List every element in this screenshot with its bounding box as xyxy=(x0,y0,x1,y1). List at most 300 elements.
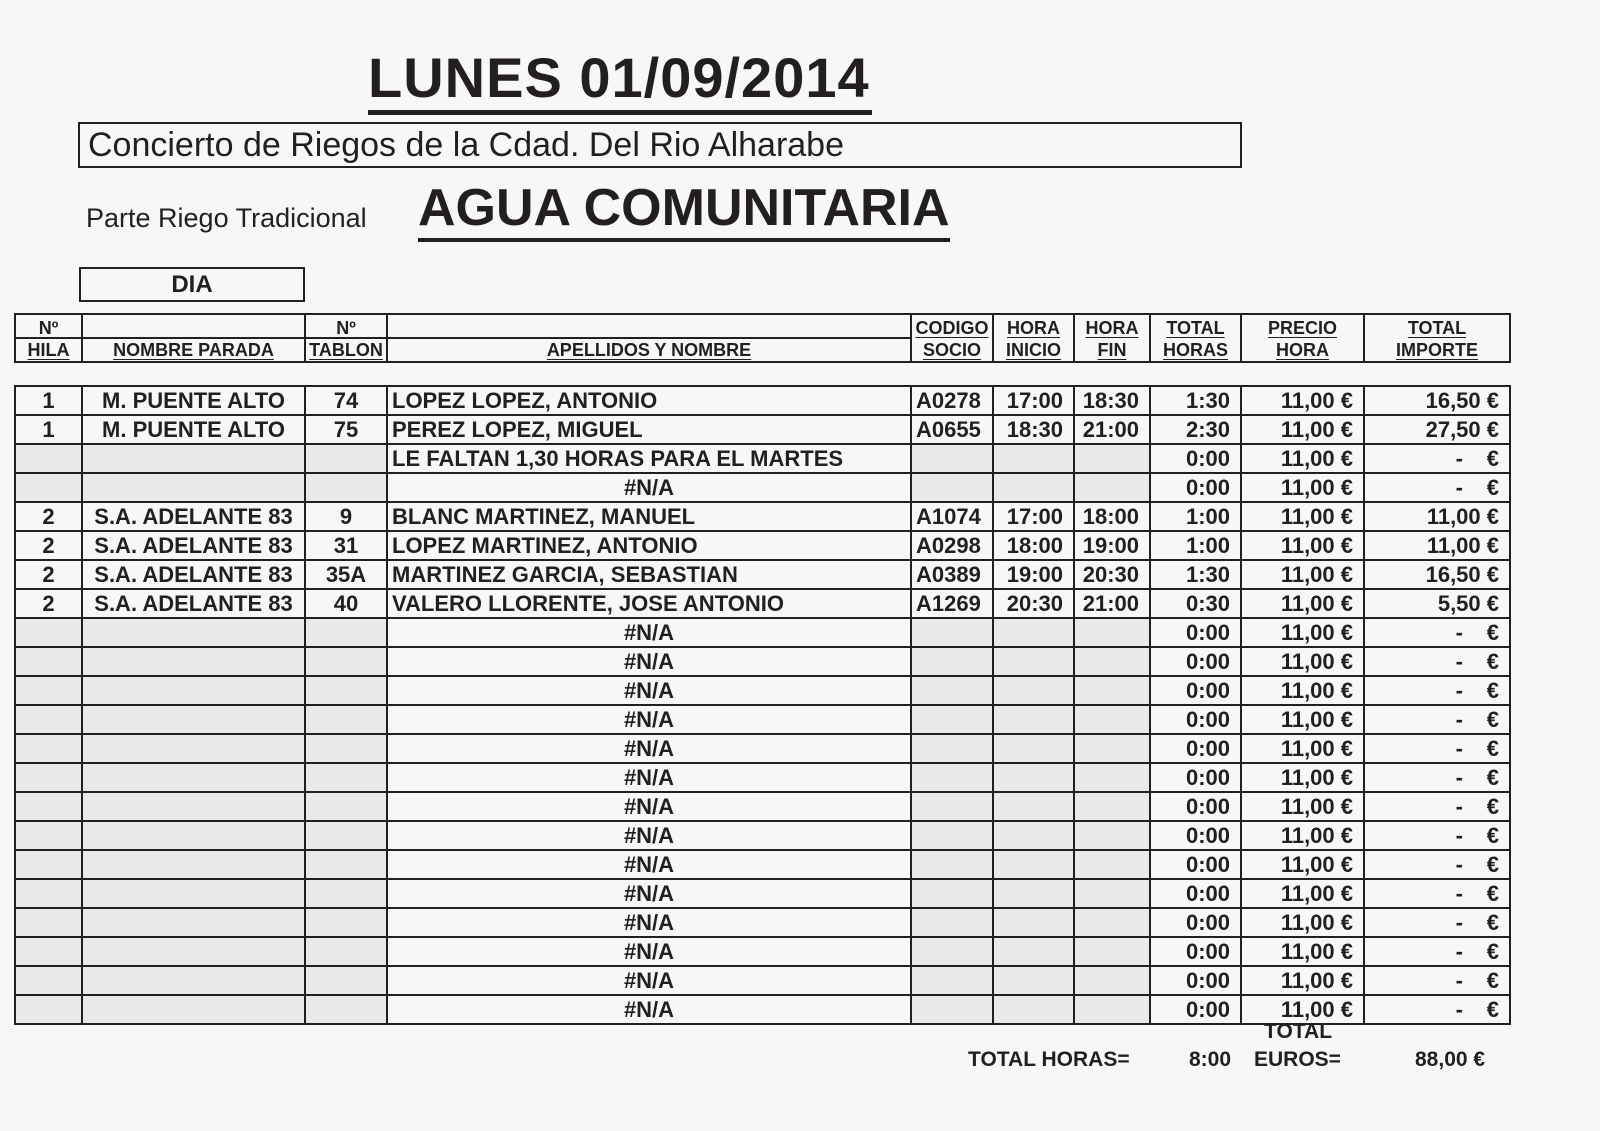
cell-importe-dash: - xyxy=(1455,794,1463,819)
cell-inicio xyxy=(994,851,1075,878)
cell-tablon xyxy=(306,445,388,472)
cell-horas: 0:30 xyxy=(1151,590,1242,617)
cell-parada: S.A. ADELANTE 83 xyxy=(83,561,306,588)
cell-nombre: #N/A xyxy=(388,880,912,907)
cell-nombre: #N/A xyxy=(388,648,912,675)
cell-parada xyxy=(83,851,306,878)
cell-importe-dash: - xyxy=(1455,707,1463,732)
cell-parada: S.A. ADELANTE 83 xyxy=(83,590,306,617)
cell-inicio xyxy=(994,967,1075,994)
cell-horas: 1:00 xyxy=(1151,532,1242,559)
cell-precio: 11,00 € xyxy=(1242,532,1365,559)
table-row xyxy=(16,503,1509,532)
cell-tablon xyxy=(306,474,388,501)
cell-socio xyxy=(912,967,994,994)
cell-parada xyxy=(83,619,306,646)
col-header-inicio-bottom: INICIO xyxy=(1005,340,1061,360)
cell-horas: 1:00 xyxy=(1151,503,1242,530)
cell-fin: 18:30 xyxy=(1075,387,1151,414)
cell-inicio xyxy=(994,909,1075,936)
cell-hila xyxy=(16,445,83,472)
col-header-hila-top: Nº xyxy=(38,318,59,338)
cell-tablon xyxy=(306,851,388,878)
col-header-inicio xyxy=(994,315,1075,361)
cell-fin xyxy=(1075,793,1151,820)
cell-horas: 0:00 xyxy=(1151,996,1242,1023)
cell-hila xyxy=(16,967,83,994)
table-row xyxy=(16,619,1509,648)
cell-nombre: #N/A xyxy=(388,822,912,849)
total-euros-value: 88,00 € xyxy=(1415,1048,1486,1071)
cell-socio xyxy=(912,445,994,472)
euro-sign: € xyxy=(1486,794,1499,819)
cell-hila xyxy=(16,822,83,849)
cell-fin xyxy=(1075,677,1151,704)
cell-importe xyxy=(1365,909,1509,936)
cell-precio: 11,00 € xyxy=(1242,909,1365,936)
cell-parada xyxy=(83,938,306,965)
col-header-parada xyxy=(83,315,306,361)
cell-inicio xyxy=(994,938,1075,965)
cell-precio: 11,00 € xyxy=(1242,735,1365,762)
cell-fin xyxy=(1075,851,1151,878)
euro-sign: € xyxy=(1486,446,1499,471)
cell-tablon xyxy=(306,996,388,1023)
cell-hila xyxy=(16,677,83,704)
cell-tablon xyxy=(306,648,388,675)
col-header-socio-bottom: SOCIO xyxy=(922,340,981,360)
cell-socio xyxy=(912,764,994,791)
cell-fin: 18:00 xyxy=(1075,503,1151,530)
cell-importe xyxy=(1365,677,1509,704)
cell-nombre: LE FALTAN 1,30 HORAS PARA EL MARTES xyxy=(388,445,912,472)
cell-inicio xyxy=(994,648,1075,675)
cell-horas: 0:00 xyxy=(1151,967,1242,994)
cell-parada xyxy=(83,822,306,849)
col-header-precio xyxy=(1242,315,1365,361)
cell-importe: 16,50 € xyxy=(1425,388,1499,413)
cell-precio: 11,00 € xyxy=(1242,938,1365,965)
cell-inicio: 20:30 xyxy=(994,590,1075,617)
cell-importe: 11,00 € xyxy=(1426,533,1499,558)
euro-sign: € xyxy=(1486,678,1499,703)
cell-nombre: LOPEZ LOPEZ, ANTONIO xyxy=(388,387,912,414)
totals-block xyxy=(0,1020,1600,1080)
cell-socio xyxy=(912,677,994,704)
cell-horas: 0:00 xyxy=(1151,909,1242,936)
total-euros-label: EUROS= xyxy=(1254,1048,1341,1071)
cell-socio: A0655 xyxy=(912,416,994,443)
cell-precio: 11,00 € xyxy=(1242,677,1365,704)
cell-socio xyxy=(912,822,994,849)
euro-sign: € xyxy=(1486,823,1499,848)
cell-inicio xyxy=(994,474,1075,501)
cell-socio: A1269 xyxy=(912,590,994,617)
cell-hila: 2 xyxy=(16,532,83,559)
cell-precio: 11,00 € xyxy=(1242,561,1365,588)
cell-tablon xyxy=(306,938,388,965)
cell-nombre: #N/A xyxy=(388,793,912,820)
cell-importe-dash: - xyxy=(1455,649,1463,674)
cell-tablon xyxy=(306,706,388,733)
cell-horas: 0:00 xyxy=(1151,938,1242,965)
cell-inicio xyxy=(994,619,1075,646)
cell-parada xyxy=(83,677,306,704)
cell-hila xyxy=(16,706,83,733)
cell-precio: 11,00 € xyxy=(1242,880,1365,907)
cell-hila xyxy=(16,793,83,820)
cell-hila xyxy=(16,909,83,936)
cell-hila: 2 xyxy=(16,590,83,617)
table-row xyxy=(16,706,1509,735)
cell-tablon: 35A xyxy=(306,561,388,588)
cell-socio xyxy=(912,793,994,820)
cell-horas: 0:00 xyxy=(1151,822,1242,849)
cell-importe: 27,50 € xyxy=(1425,417,1499,442)
cell-fin xyxy=(1075,822,1151,849)
col-header-horas xyxy=(1151,315,1242,361)
cell-horas: 0:00 xyxy=(1151,706,1242,733)
cell-parada xyxy=(83,764,306,791)
cell-inicio: 19:00 xyxy=(994,561,1075,588)
cell-nombre: BLANC MARTINEZ, MANUEL xyxy=(388,503,912,530)
cell-nombre: #N/A xyxy=(388,619,912,646)
col-header-importe xyxy=(1365,315,1509,361)
cell-nombre: VALERO LLORENTE, JOSE ANTONIO xyxy=(388,590,912,617)
table-row xyxy=(16,445,1509,474)
cell-tablon: 75 xyxy=(306,416,388,443)
col-header-hila xyxy=(16,315,83,361)
table-row xyxy=(16,938,1509,967)
cell-nombre: #N/A xyxy=(388,677,912,704)
cell-parada xyxy=(83,648,306,675)
cell-parada xyxy=(83,880,306,907)
cell-precio: 11,00 € xyxy=(1242,996,1365,1023)
table-row xyxy=(16,880,1509,909)
table-row xyxy=(16,677,1509,706)
table-row xyxy=(16,590,1509,619)
cell-nombre: #N/A xyxy=(388,474,912,501)
cell-tablon: 40 xyxy=(306,590,388,617)
cell-fin xyxy=(1075,938,1151,965)
cell-horas: 0:00 xyxy=(1151,851,1242,878)
cell-parada xyxy=(83,793,306,820)
cell-fin xyxy=(1075,706,1151,733)
cell-importe xyxy=(1365,851,1509,878)
cell-inicio xyxy=(994,996,1075,1023)
page-title: LUNES 01/09/2014 xyxy=(368,48,872,115)
col-header-horas-top: TOTAL xyxy=(1166,318,1225,338)
col-header-precio-bottom: HORA xyxy=(1276,340,1329,360)
table-row xyxy=(16,416,1509,445)
table-row xyxy=(16,648,1509,677)
cell-hila xyxy=(16,996,83,1023)
cell-importe-dash: - xyxy=(1455,852,1463,877)
cell-parada xyxy=(83,474,306,501)
cell-hila xyxy=(16,851,83,878)
cell-horas: 0:00 xyxy=(1151,793,1242,820)
cell-inicio xyxy=(994,793,1075,820)
cell-nombre: #N/A xyxy=(388,938,912,965)
cell-parada xyxy=(83,967,306,994)
cell-inicio: 18:30 xyxy=(994,416,1075,443)
cell-tablon: 31 xyxy=(306,532,388,559)
cell-importe-dash: - xyxy=(1455,997,1463,1022)
table-row xyxy=(16,909,1509,938)
parte-label: Parte Riego Tradicional xyxy=(86,203,367,233)
euro-sign: € xyxy=(1486,968,1499,993)
cell-tablon xyxy=(306,822,388,849)
cell-importe xyxy=(1365,706,1509,733)
euro-sign: € xyxy=(1486,881,1499,906)
cell-hila: 2 xyxy=(16,503,83,530)
cell-socio xyxy=(912,938,994,965)
cell-inicio xyxy=(994,735,1075,762)
col-header-nombre xyxy=(388,315,912,361)
cell-socio xyxy=(912,909,994,936)
cell-fin: 21:00 xyxy=(1075,590,1151,617)
cell-fin xyxy=(1075,648,1151,675)
cell-inicio xyxy=(994,677,1075,704)
cell-hila xyxy=(16,619,83,646)
col-header-horas-bottom: HORAS xyxy=(1162,340,1228,360)
total-horas-label: TOTAL HORAS= xyxy=(968,1048,1130,1071)
table-row xyxy=(16,764,1509,793)
cell-socio xyxy=(912,996,994,1023)
cell-nombre: #N/A xyxy=(388,967,912,994)
cell-tablon xyxy=(306,909,388,936)
cell-precio: 11,00 € xyxy=(1242,851,1365,878)
cell-fin xyxy=(1075,967,1151,994)
table-row xyxy=(16,851,1509,880)
cell-nombre: #N/A xyxy=(388,996,912,1023)
cell-horas: 1:30 xyxy=(1151,387,1242,414)
col-header-inicio-top: HORA xyxy=(1007,318,1060,338)
cell-hila: 2 xyxy=(16,561,83,588)
cell-importe: 16,50 € xyxy=(1425,562,1499,587)
cell-inicio xyxy=(994,445,1075,472)
table-row xyxy=(16,822,1509,851)
cell-nombre: PEREZ LOPEZ, MIGUEL xyxy=(388,416,912,443)
cell-inicio: 17:00 xyxy=(994,503,1075,530)
cell-nombre: MARTINEZ GARCIA, SEBASTIAN xyxy=(388,561,912,588)
cell-hila xyxy=(16,474,83,501)
cell-socio: A0278 xyxy=(912,387,994,414)
cell-socio: A1074 xyxy=(912,503,994,530)
total-euros-label-top: TOTAL xyxy=(1264,1020,1333,1043)
cell-nombre: #N/A xyxy=(388,735,912,762)
col-header-fin-bottom: FIN xyxy=(1097,340,1127,360)
cell-inicio xyxy=(994,706,1075,733)
cell-precio: 11,00 € xyxy=(1242,706,1365,733)
cell-precio: 11,00 € xyxy=(1242,416,1365,443)
col-header-tablon-top: Nº xyxy=(336,318,356,338)
cell-hila xyxy=(16,880,83,907)
cell-tablon: 9 xyxy=(306,503,388,530)
cell-nombre: #N/A xyxy=(388,764,912,791)
cell-importe xyxy=(1365,445,1509,472)
cell-tablon xyxy=(306,677,388,704)
cell-parada: S.A. ADELANTE 83 xyxy=(83,503,306,530)
euro-sign: € xyxy=(1486,475,1499,500)
cell-precio: 11,00 € xyxy=(1242,590,1365,617)
cell-fin xyxy=(1075,909,1151,936)
cell-importe xyxy=(1365,735,1509,762)
irrigation-table xyxy=(14,385,1511,1025)
cell-importe xyxy=(1365,764,1509,791)
col-header-tablon-bottom: TABLON xyxy=(309,340,383,360)
cell-nombre: #N/A xyxy=(388,851,912,878)
euro-sign: € xyxy=(1486,997,1499,1022)
cell-importe-dash: - xyxy=(1455,823,1463,848)
cell-socio xyxy=(912,851,994,878)
euro-sign: € xyxy=(1486,765,1499,790)
col-header-fin xyxy=(1075,315,1151,361)
table-row xyxy=(16,967,1509,996)
cell-horas: 0:00 xyxy=(1151,474,1242,501)
cell-importe xyxy=(1365,938,1509,965)
cell-importe: 5,50 € xyxy=(1437,591,1499,616)
total-horas-value: 8:00 xyxy=(1189,1048,1232,1071)
cell-fin xyxy=(1075,880,1151,907)
cell-importe-dash: - xyxy=(1455,736,1463,761)
cell-importe xyxy=(1365,996,1509,1023)
cell-hila xyxy=(16,938,83,965)
cell-precio: 11,00 € xyxy=(1242,387,1365,414)
table-row xyxy=(16,532,1509,561)
cell-parada xyxy=(83,996,306,1023)
euro-sign: € xyxy=(1486,939,1499,964)
cell-hila xyxy=(16,764,83,791)
cell-hila xyxy=(16,735,83,762)
col-header-nombre-bottom: APELLIDOS Y NOMBRE xyxy=(546,340,752,360)
cell-precio: 11,00 € xyxy=(1242,793,1365,820)
euro-sign: € xyxy=(1486,620,1499,645)
cell-importe-dash: - xyxy=(1455,678,1463,703)
cell-parada: M. PUENTE ALTO xyxy=(83,387,306,414)
cell-socio xyxy=(912,706,994,733)
cell-inicio xyxy=(994,764,1075,791)
cell-socio xyxy=(912,474,994,501)
cell-nombre: #N/A xyxy=(388,706,912,733)
cell-fin xyxy=(1075,474,1151,501)
col-header-hila-bottom: HILA xyxy=(27,340,70,360)
cell-tablon xyxy=(306,619,388,646)
cell-parada xyxy=(83,735,306,762)
cell-importe xyxy=(1365,793,1509,820)
cell-importe-dash: - xyxy=(1455,910,1463,935)
col-header-tablon xyxy=(306,315,388,361)
cell-inicio: 18:00 xyxy=(994,532,1075,559)
cell-fin xyxy=(1075,735,1151,762)
cell-precio: 11,00 € xyxy=(1242,619,1365,646)
euro-sign: € xyxy=(1486,707,1499,732)
cell-importe-dash: - xyxy=(1455,446,1463,471)
cell-parada: S.A. ADELANTE 83 xyxy=(83,532,306,559)
cell-importe-dash: - xyxy=(1455,939,1463,964)
cell-fin xyxy=(1075,619,1151,646)
table-header xyxy=(14,313,1511,363)
cell-tablon xyxy=(306,735,388,762)
cell-fin: 21:00 xyxy=(1075,416,1151,443)
cell-horas: 0:00 xyxy=(1151,764,1242,791)
col-header-socio xyxy=(912,315,994,361)
cell-importe xyxy=(1365,822,1509,849)
cell-horas: 0:00 xyxy=(1151,880,1242,907)
cell-socio xyxy=(912,619,994,646)
cell-socio: A0298 xyxy=(912,532,994,559)
cell-horas: 0:00 xyxy=(1151,677,1242,704)
cell-parada: M. PUENTE ALTO xyxy=(83,416,306,443)
euro-sign: € xyxy=(1486,736,1499,761)
cell-importe-dash: - xyxy=(1455,881,1463,906)
cell-fin xyxy=(1075,996,1151,1023)
cell-parada xyxy=(83,706,306,733)
cell-inicio xyxy=(994,880,1075,907)
cell-hila: 1 xyxy=(16,416,83,443)
agua-label: AGUA COMUNITARIA xyxy=(418,180,950,242)
cell-inicio xyxy=(994,822,1075,849)
cell-tablon: 74 xyxy=(306,387,388,414)
cell-horas: 1:30 xyxy=(1151,561,1242,588)
cell-tablon xyxy=(306,880,388,907)
cell-precio: 11,00 € xyxy=(1242,503,1365,530)
cell-importe xyxy=(1365,648,1509,675)
euro-sign: € xyxy=(1486,910,1499,935)
col-header-socio-top: CODIGO xyxy=(915,318,989,338)
cell-importe-dash: - xyxy=(1455,475,1463,500)
cell-importe-dash: - xyxy=(1455,620,1463,645)
euro-sign: € xyxy=(1486,649,1499,674)
cell-fin: 19:00 xyxy=(1075,532,1151,559)
cell-precio: 11,00 € xyxy=(1242,474,1365,501)
cell-horas: 0:00 xyxy=(1151,648,1242,675)
cell-horas: 0:00 xyxy=(1151,735,1242,762)
cell-tablon xyxy=(306,764,388,791)
cell-importe xyxy=(1365,474,1509,501)
cell-parada xyxy=(83,445,306,472)
cell-socio: A0389 xyxy=(912,561,994,588)
cell-precio: 11,00 € xyxy=(1242,445,1365,472)
subtitle-box: Concierto de Riegos de la Cdad. Del Rio Alharabe xyxy=(78,122,1242,168)
table-row xyxy=(16,474,1509,503)
cell-fin xyxy=(1075,445,1151,472)
cell-importe xyxy=(1365,967,1509,994)
cell-importe: 11,00 € xyxy=(1426,504,1499,529)
cell-socio xyxy=(912,735,994,762)
cell-precio: 11,00 € xyxy=(1242,764,1365,791)
table-row xyxy=(16,735,1509,764)
cell-socio xyxy=(912,880,994,907)
cell-tablon xyxy=(306,793,388,820)
cell-precio: 11,00 € xyxy=(1242,822,1365,849)
cell-horas: 2:30 xyxy=(1151,416,1242,443)
cell-precio: 11,00 € xyxy=(1242,967,1365,994)
col-header-importe-bottom: IMPORTE xyxy=(1395,340,1478,360)
col-header-fin-top: HORA xyxy=(1085,318,1139,338)
cell-horas: 0:00 xyxy=(1151,445,1242,472)
table-row xyxy=(16,561,1509,590)
cell-nombre: #N/A xyxy=(388,909,912,936)
cell-importe xyxy=(1365,619,1509,646)
cell-importe-dash: - xyxy=(1455,968,1463,993)
col-header-precio-top: PRECIO xyxy=(1267,318,1337,338)
cell-socio xyxy=(912,648,994,675)
table-row xyxy=(16,793,1509,822)
euro-sign: € xyxy=(1486,852,1499,877)
col-header-importe-top: TOTAL xyxy=(1407,318,1467,338)
cell-fin: 20:30 xyxy=(1075,561,1151,588)
